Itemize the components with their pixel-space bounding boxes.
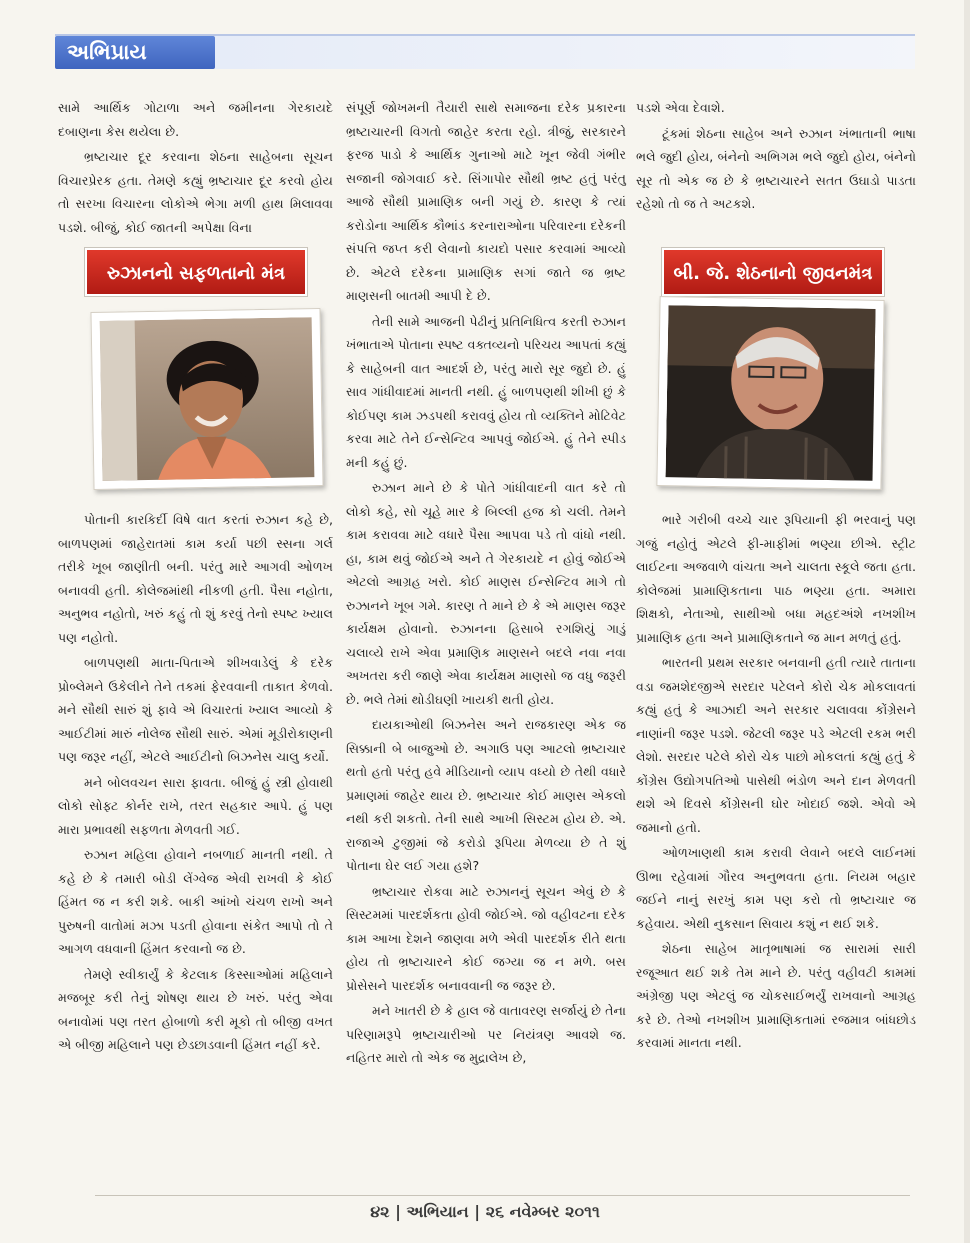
paragraph: પોતાની કારકિર્દી વિષે વાત કરતાં રુઝાન કહે છે, બાળપણમાં જાહેરાતમાં કામ કર્યા પછી સ્સના ગર્લ તરીકે ખૂબ જાણીતી બની. પરંતુ મારે આગવી ઓળખ બનાવવી હતી. કોલેજમાંથી નીકળી હતી. પૈસા નહોતા, અનુભવ નહોતો, ખરું કહું તો શું કરવું તેનો સ્પષ્ટ ખ્યાલ પણ નહોતો.	[58, 512, 333, 645]
photo-ruzan	[90, 308, 323, 490]
box-title-left: રુઝાનનો સફળતાનો મંત્ર	[85, 248, 307, 296]
paragraph: તેમણે સ્વીકાર્યું કે કેટલાક કિસ્સાઓમાં મહિલાને મજબૂર કરી તેનું શોષણ થાય છે ખરું. પરંતુ એવા બનાવોમાં પણ તરત હોબાળો કરી મૂકો તો બીજી વખત એ બીજી મહિલાને પણ છેડછાડવાની હિંમત નહીં કરે.	[58, 966, 333, 1052]
paragraph: સંપૂર્ણ જોખમની તૈયારી સાથે સમાજના દરેક પ્રકારના ભ્રષ્ટાચારની વિગતો જાહેર કરતા રહો. ત્રીજું, સરકારને ફરજ પાડો કે આર્થિક ગુનાઓ માટે ખૂન જેવી ગંભીર સજાની જોગવાઈ કરે. સિંગાપોર સૌથી ભ્રષ્ટ હતું પરંતુ આજે સૌથી પ્રામાણિક બની ગયું છે. કારણ કે ત્યાં કરોડોના આર્થિક કૌભાંડ કરનારાઓના પરિવારના દરેકની સંપત્તિ જપ્ત કરી લેવાનો કાયદો પસાર કરવામાં આવ્યો છે. એટલે દરેકના પ્રામાણિક સગાં જાતે જ ભ્રષ્ટ માણસની બાતમી આપી દે છે.	[346, 100, 626, 303]
photo-shethna	[656, 296, 884, 490]
footer-rule	[95, 1195, 910, 1196]
column-1-bottom	[58, 508, 333, 1059]
column-1-top	[58, 96, 333, 241]
paragraph: રુઝાન મહિલા હોવાને નબળાઈ માનતી નથી. તે કહે છે કે તમારી બોડી લેંગ્વેજ એવી રાખવી કે કોઈ હિંમત જ ન કરી શકે. બાકી આંખો ચંચળ રાખો અને પુરુષની વાતોમાં મઝા પડતી હોવાના સંકેત આપો તો તે આગળ વધવાની હિંમત કરવાનો જ છે.	[58, 847, 333, 956]
paragraph: મને બોલવચન સારા ફાવતા. બીજું હું સ્ત્રી હોવાથી લોકો સોફ્ટ કોર્નર રાખે, તરત સહકાર આપે. હું પણ મારા પ્રભાવથી સફળતા મેળવતી ગઈ.	[58, 774, 333, 837]
paragraph: ઓળખાણથી કામ કરાવી લેવાને બદલે લાઈનમાં ઊભા રહેવામાં ગૌરવ અનુભવતા હતા. નિયમ બહાર જઈને નાનું સરખું કામ પણ કરો તો ભ્રષ્ટાચાર જ કહેવાય. એથી નુકસાન સિવાય કશું ન થઈ શકે.	[636, 845, 916, 931]
paragraph: બાળપણથી માતા-પિતાએ શીખવાડેલું કે દરેક પ્રોબ્લેમને ઉકેલીને તેને તકમાં ફેરવવાની તાકાત કેળવો. મને સૌથી સારું શું ફાવે એ વિચારતાં ખ્યાલ આવ્યો કે આઈટીમાં મારું નોલેજ સૌથી સારું. એમાં મૂડીરોકાણની પણ જરૂર નહીં, એટલે આઈટીનો બિઝનેસ ચાલુ કર્યો.	[58, 655, 333, 764]
box-title-right: બી. જે. શેઠનાનો જીવનમંત્ર	[662, 248, 884, 296]
portrait-woman-image	[100, 317, 315, 481]
page-footer: ૪૨ | અભિયાન | ૨૬ નવેમ્બર ૨૦૧૧	[370, 1202, 600, 1221]
paragraph: ભ્રષ્ટાચાર દૂર કરવાના શેઠના સાહેબના સૂચન વિચારપ્રેરક હતા. તેમણે કહ્યું ભ્રષ્ટાચાર દૂર કરવો હોય તો સરખા વિચારના લોકોએ ભેગા મળી હાથ મિલાવવા પડશે. બીજું, કોઈ જાતની અપેક્ષા વિના	[58, 149, 333, 235]
paragraph: ટૂંકમાં શેઠના સાહેબ અને રુઝાન ખંભાતાની ભાષા ભલે જુદી હોય, બંનેનો અભિગમ ભલે જુદો હોય, બંનેનો સૂર તો એક જ છે કે ભ્રષ્ટાચારને સતત ઉઘાડો પાડતા રહેશો તો જ તે અટકશે.	[636, 125, 916, 211]
column-3-top	[636, 96, 916, 218]
paragraph: દાયકાઓથી બિઝનેસ અને રાજકારણ એક જ સિક્કાની બે બાજુઓ છે. અગાઉ પણ આટલો ભ્રષ્ટાચાર થતો હતો પરંતુ હવે મીડિયાનો વ્યાપ વધ્યો છે તેથી વધારે પ્રમાણમાં જાહેર થાય છે. ભ્રષ્ટાચાર કોઈ માણસ એકલો નથી કરી શકતો. તેની સાથે આખી સિસ્ટમ હોય છે. એ. રાજાએ ટુજીમાં જે કરોડો રૂપિયા મેળવ્યા છે તે શું પોતાના ઘેર લઈ ગયા હશે?	[346, 717, 626, 873]
column-3-bottom	[636, 508, 916, 1057]
paragraph: તેની સામે આજની પેઢીનું પ્રતિનિધિત્વ કરતી રુઝાન ખંભાતાએ પોતાના સ્પષ્ટ વક્તવ્યનો પરિચય આપતાં કહ્યું કે સાહેબની વાત આદર્શ છે, પરંતુ મારો સૂર જુદો છે. હું સાવ ગાંધીવાદમાં માનતી નથી. હું બાળપણથી શીખી છું કે કોઈપણ કામ ઝડપથી કરાવવું હોય તો વ્યક્તિને મોટિવેટ કરવા માટે તેને ઈન્સેન્ટિવ આપવું જોઈએ. હું તેને સ્પીડ મની કહું છું.	[346, 313, 626, 470]
paragraph: ભારે ગરીબી વચ્ચે ચાર રૂપિયાની ફી ભરવાનું પણ ગજું નહોતું એટલે ફી-માફીમાં ભણ્યા છીએ. સ્ટ્રીટ લાઈટના અજવાળે વાંચતા અને ચાલતા સ્કૂલે જતા હતા. કોલેજમાં પ્રામાણિકતાના પાઠ ભણ્યા હતા. અમારા શિક્ષકો, નેતાઓ, સાથીઓ બધા મહદઅંશે નખશીખ પ્રામાણિક હતા અને પ્રામાણિકતાને જ માન મળતું હતું.	[636, 512, 916, 645]
section-label: અભિપ્રાય	[55, 36, 215, 69]
paragraph: મને ખાતરી છે કે હાલ જે વાતાવરણ સર્જાયું છે તેના પરિણામરૂપે ભ્રષ્ટાચારીઓ પર નિયંત્રણ આવશે જ. નહિતર મારો તો એક જ મુદ્રાલેખ છે,	[346, 1003, 626, 1065]
paragraph: સામે આર્થિક ગોટાળા અને જમીનના ગેરકાયદે દબાણના કેસ થયેલા છે.	[58, 100, 333, 139]
page-edge	[964, 0, 970, 1243]
portrait-man-image	[666, 305, 876, 481]
column-2	[346, 96, 626, 1072]
header-band	[215, 36, 915, 69]
paragraph: પડશે એવા દેવાશે.	[636, 100, 725, 115]
paragraph: શેઠના સાહેબ માતૃભાષામાં જ સારામાં સારી રજૂઆત થઈ શકે તેમ માને છે. પરંતુ વહીવટી કામમાં અંગ્રેજી પણ એટલું જ ચોકસાઈભર્યું રાખવાનો આગ્રહ કરે છે. તેઓ નખશીખ પ્રામાણિકતામાં રજમાત્ર બાંધછોડ કરવામાં માનતા નથી.	[636, 941, 916, 1050]
paragraph: ભ્રષ્ટાચાર રોકવા માટે રુઝાનનું સૂચન એવું છે કે સિસ્ટમમાં પારદર્શકતા હોવી જોઈએ. જો વહીવટના દરેક કામ આખા દેશને જાણવા મળે એવી પારદર્શક રીતે થતા હોય તો ભ્રષ્ટાચારને કોઈ જગ્યા જ ન મળે. બસ પ્રોસેસને પારદર્શક બનાવવાની જ જરૂર છે.	[346, 883, 626, 993]
paragraph: રુઝાન માને છે કે પોતે ગાંધીવાદની વાત કરે તો લોકો કહે, સો ચૂહે માર કે બિલ્લી હજ કો ચલી. તેમને કામ કરાવવા માટે વધારે પૈસા આપવા પડે તો વાંધો નથી. હા, કામ થવું જોઈએ અને તે ગેરકાયદે ન હોવું જોઈએ એટલો આગ્રહ ખરો. કોઈ માણસ ઈન્સેન્ટિવ માગે તો રુઝાનને ખૂબ ગમે. કારણ તે માને છે કે એ માણસ જરૂર કાર્યક્ષમ હોવાનો. રુઝાનના હિસાબે રગશિયું ગાડું ચલાવ્યે રાખે એવા પ્રમાણિક માણસને બદલે નવા નવા અખતરા કરી જાણે એવા કાર્યક્ષમ માણસો જ વધુ જરૂરી છે. ભલે તેમાં થોડીઘણી ખાયકી થતી હોય.	[346, 480, 626, 707]
paragraph: ભારતની પ્રથમ સરકાર બનવાની હતી ત્યારે તાતાના વડા જમશેદજીએ સરદાર પટેલને કોરો ચેક મોકલાવતાં કહ્યું હતું કે આઝાદી અને સરકાર ચલાવવા કોંગ્રેસને નાણાંની જરૂર પડશે. જેટલી જરૂર પડે એટલી રકમ ભરી લેશો. સરદાર પટેલે કોરો ચેક પાછો મોકલતાં કહ્યું હતું કે કોંગ્રેસ ઉદ્યોગપતિઓ પાસેથી ભંડોળ અને દાન મેળવતી થશે એ દિવસે કોંગ્રેસની ઘોર ખોદાઈ જશે. એવો એ જમાનો હતો.	[636, 655, 916, 835]
